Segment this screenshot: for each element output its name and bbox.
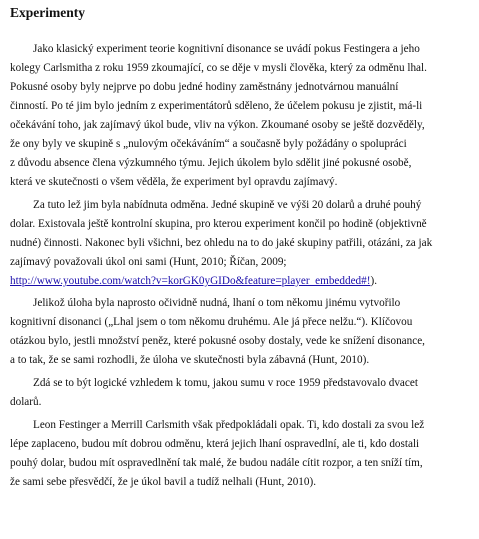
text-line: Leon Festinger a Merrill Carlsmith však předpokládali opak. Ti, kdo dostali za svou lež xyxy=(33,419,425,431)
text-line: z důvodu absence člena výzkumného týmu. Jejich úkolem bylo sdělit jiné pokusné osobě, xyxy=(10,157,412,169)
text-line: že ony byly ve skupině s „nulovým očekáváním“ a současně byly požádány o spolupráci xyxy=(10,138,407,150)
text-line: dolar. Existovala ještě kontrolní skupina, pro kterou experiment končil po hodině (objektivně xyxy=(10,218,427,230)
text-line: kolegy Carlsmitha z roku 1959 zkoumající, co se děje v mysli člověka, který za odměnu lhal. xyxy=(10,62,427,74)
text-line: očekávání toho, jak zajímavý úkol bude, vliv na výkon. Zkoumané osoby se ještě dozvěděly, xyxy=(10,119,425,131)
text-line: že sami sebe přesvědčí, že je úkol bavil a tudíž nelhali (Hunt, 2010). xyxy=(10,476,317,488)
text-line: lépe zaplaceno, budou mít dobrou odměnu, která jejich lhaní ospravedlní, ale ti, kdo dostali xyxy=(10,438,420,450)
text-line: která ve skutečnosti o všem věděla, že experiment byl opravdu zajímavý. xyxy=(10,176,338,188)
text-line: Jelikož úloha byla naprosto očividně nudná, lhaní o tom někomu jinému vytvořilo xyxy=(33,297,401,309)
text-line: Zdá se to být logické vzhledem k tomu, jakou sumu v roce 1959 představovalo dvacet xyxy=(33,377,418,389)
text-line: činností. Po té jim bylo jedním z experimentátorů sděleno, že účelem pokusu je zjistit, má-li xyxy=(10,100,423,112)
text-line: Za tuto lež jim byla nabídnuta odměna. Jedné skupině ve výši 20 dolarů a druhé pouhý xyxy=(33,199,422,211)
text-line: Pokusné osoby byly nejprve po dobu jedné hodiny zaměstnány jednotvárnou manuální xyxy=(10,81,399,93)
text-line: nudné) činnosti. Nakonec byli všichni, bez ohledu na to do jaké skupiny patřili, otázáni, za jak xyxy=(10,237,433,249)
section-heading: Experimenty xyxy=(10,5,85,20)
text-line: kognitivní disonanci („Lhal jsem o tom někomu druhému. Ale já přece nelžu.“). Klíčovou xyxy=(10,316,413,328)
text-line: dolarů. xyxy=(10,396,42,408)
link-line xyxy=(10,274,377,288)
text-line: zajímavý považovali úkol oni sami (Hunt, 2010; Říčan, 2009; xyxy=(10,256,287,268)
youtube-link[interactable]: http://www.youtube.com/watch?v=korGK0yGIDo&feature=player_embedded#! xyxy=(10,275,371,287)
text-line: pouhý dolar, budou mít ospravedlnění tak malé, že budou nadále cítit rozpor, a ten sníží tím, xyxy=(10,457,423,469)
link-suffix: ). xyxy=(370,275,377,287)
text-line: Jako klasický experiment teorie kognitivní disonance se uvádí pokus Festingera a jeho xyxy=(33,43,420,55)
text-line: a to tak, že se sami rozhodli, že úloha ve skutečnosti byla zábavná (Hunt, 2010). xyxy=(10,354,370,366)
text-line: otázkou bylo, jestli množství peněz, které pokusné osoby dostaly, vede ke snížení disonance, xyxy=(10,335,425,347)
